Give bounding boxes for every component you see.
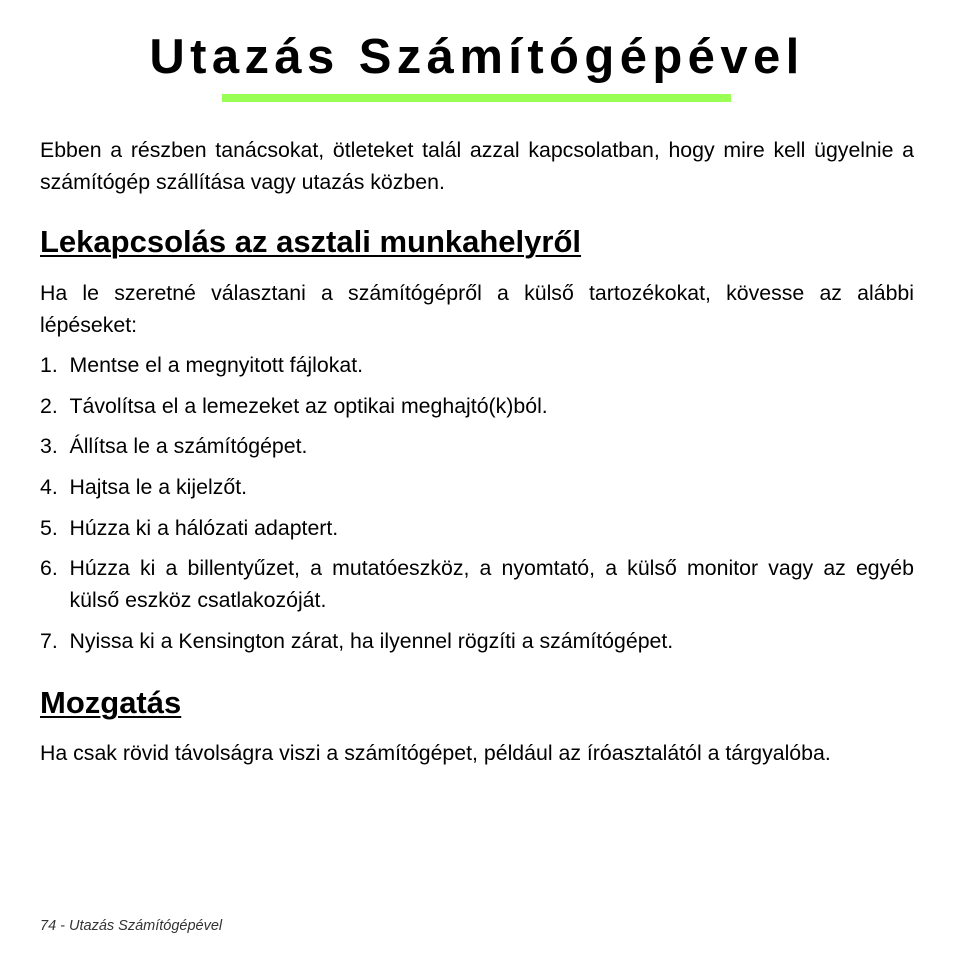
step-number: 7. <box>40 629 58 654</box>
disconnect-steps-list <box>40 349 914 666</box>
step-number: 4. <box>40 475 58 500</box>
step-text: Hajtsa le a kijelzőt. <box>69 475 248 500</box>
step-number: 2. <box>40 393 58 418</box>
step-text: Nyissa ki a Kensington zárat, ha ilyennel rögzíti a számítógépet. <box>69 629 674 654</box>
disconnect-intro-paragraph: Ha le szeretné választani a számítógépről a külső tartozékokat, kövesse az alábbi lépéseket: <box>40 281 914 337</box>
title-underline-bar <box>222 94 731 102</box>
step-item <box>40 552 914 616</box>
step-text: Távolítsa el a lemezeket az optikai meghajtó(k)ból. <box>69 393 548 418</box>
step-item <box>40 512 914 544</box>
step-text: Mentse el a megnyitott fájlokat. <box>69 353 364 377</box>
step-text: Húzza ki a hálózati adaptert. <box>69 515 339 540</box>
intro-paragraph: Ebben a részben tanácsokat, ötleteket talál azzal kapcsolatban, hogy mire kell ügyelnie a számítógép szállítása vagy utazás közben. <box>40 138 914 194</box>
page-footer: 74 - Utazás Számítógépével <box>40 918 223 934</box>
step-number: 1. <box>40 353 58 377</box>
step-item <box>40 471 914 503</box>
moving-paragraph: Ha csak rövid távolságra viszi a számítógépet, például az íróasztalától a tárgyalóba. <box>40 741 831 765</box>
step-text: Húzza ki a billentyűzet, a mutatóeszköz, a nyomtató, a külső monitor vagy az egyéb külső eszköz csatlakozóját. <box>69 556 914 613</box>
step-item <box>40 625 914 657</box>
step-item <box>40 349 914 381</box>
step-number: 3. <box>40 434 58 459</box>
step-number: 5. <box>40 515 58 540</box>
section-heading-disconnect: Lekapcsolás az asztali munkahelyről <box>40 224 582 259</box>
section-heading-moving: Mozgatás <box>40 685 182 720</box>
step-number: 6. <box>40 556 58 581</box>
step-item <box>40 430 914 462</box>
step-item <box>40 390 914 422</box>
step-text: Állítsa le a számítógépet. <box>69 434 308 459</box>
page-title: Utazás Számítógépével <box>149 30 805 84</box>
